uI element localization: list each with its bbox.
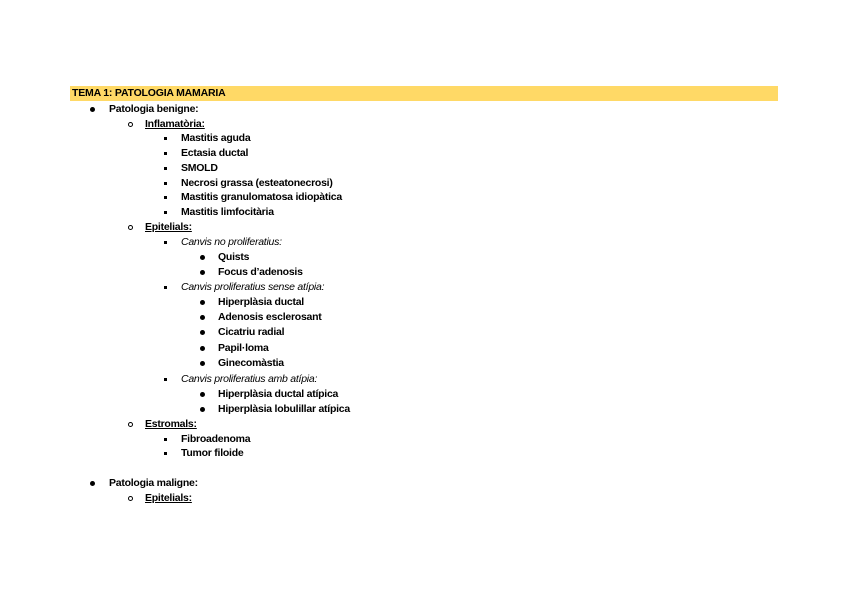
bullet-circle-icon bbox=[128, 491, 133, 506]
list-item: Mastitis granulomatosa idiopàtica bbox=[181, 191, 342, 203]
bullet-dot-icon bbox=[200, 265, 205, 280]
bullet-square-icon bbox=[164, 190, 167, 205]
bullet-circle-icon bbox=[128, 220, 133, 235]
bullet-square-icon bbox=[164, 432, 167, 447]
bullet-dot-icon bbox=[200, 295, 205, 310]
list-item: Ectasia ductal bbox=[181, 147, 249, 159]
bullet-square-icon bbox=[164, 446, 167, 461]
subsection-maligne-epitelials: Epitelials: bbox=[145, 492, 192, 504]
document-title: TEMA 1: PATOLOGIA MAMARIA bbox=[70, 86, 778, 101]
list-item: Hiperplàsia ductal atípica bbox=[218, 388, 339, 400]
list-item: Focus d’adenosis bbox=[218, 266, 303, 278]
bullet-dot-icon bbox=[200, 310, 205, 325]
list-item: Hiperplàsia lobulillar atípica bbox=[218, 403, 350, 415]
bullet-dot-icon bbox=[200, 250, 205, 265]
list-item: Mastitis limfocitària bbox=[181, 206, 274, 218]
bullet-dot-icon bbox=[200, 356, 205, 371]
list-item: Cicatriu radial bbox=[218, 326, 285, 338]
bullet-dot-icon bbox=[200, 341, 205, 356]
subsection-estromals: Estromals: bbox=[145, 418, 197, 430]
bullet-square-icon bbox=[164, 161, 167, 176]
section-maligne: Patologia maligne: bbox=[109, 477, 198, 489]
bullet-dot-icon bbox=[90, 102, 95, 117]
list-item: Quists bbox=[218, 251, 250, 263]
bullet-circle-icon bbox=[128, 417, 133, 432]
list-item: Fibroadenoma bbox=[181, 433, 251, 445]
bullet-dot-icon bbox=[200, 387, 205, 402]
bullet-square-icon bbox=[164, 131, 167, 146]
bullet-circle-icon bbox=[128, 117, 133, 132]
bullet-square-icon bbox=[164, 205, 167, 220]
bullet-dot-icon bbox=[90, 476, 95, 491]
list-item: Ginecomàstia bbox=[218, 357, 284, 369]
group-proliferatius-sense-atipia: Canvis proliferatius sense atípia: bbox=[181, 281, 325, 293]
list-item: Hiperplàsia ductal bbox=[218, 296, 304, 308]
list-item: Papil·loma bbox=[218, 342, 269, 354]
bullet-square-icon bbox=[164, 146, 167, 161]
list-item: Adenosis esclerosant bbox=[218, 311, 322, 323]
bullet-dot-icon bbox=[200, 325, 205, 340]
list-item: Tumor filoide bbox=[181, 447, 244, 459]
list-item: Necrosi grassa (esteatonecrosi) bbox=[181, 177, 333, 189]
group-no-proliferatius: Canvis no proliferatius: bbox=[181, 236, 282, 248]
section-benigne: Patologia benigne: bbox=[109, 103, 199, 115]
list-item: Mastitis aguda bbox=[181, 132, 251, 144]
subsection-epitelials: Epitelials: bbox=[145, 221, 192, 233]
bullet-square-icon bbox=[164, 372, 167, 387]
subsection-inflamatoria: Inflamatòria: bbox=[145, 118, 205, 130]
group-proliferatius-amb-atipia: Canvis proliferatius amb atípia: bbox=[181, 373, 318, 385]
list-item: SMOLD bbox=[181, 162, 218, 174]
bullet-square-icon bbox=[164, 235, 167, 250]
bullet-square-icon bbox=[164, 176, 167, 191]
bullet-square-icon bbox=[164, 280, 167, 295]
bullet-dot-icon bbox=[200, 402, 205, 417]
